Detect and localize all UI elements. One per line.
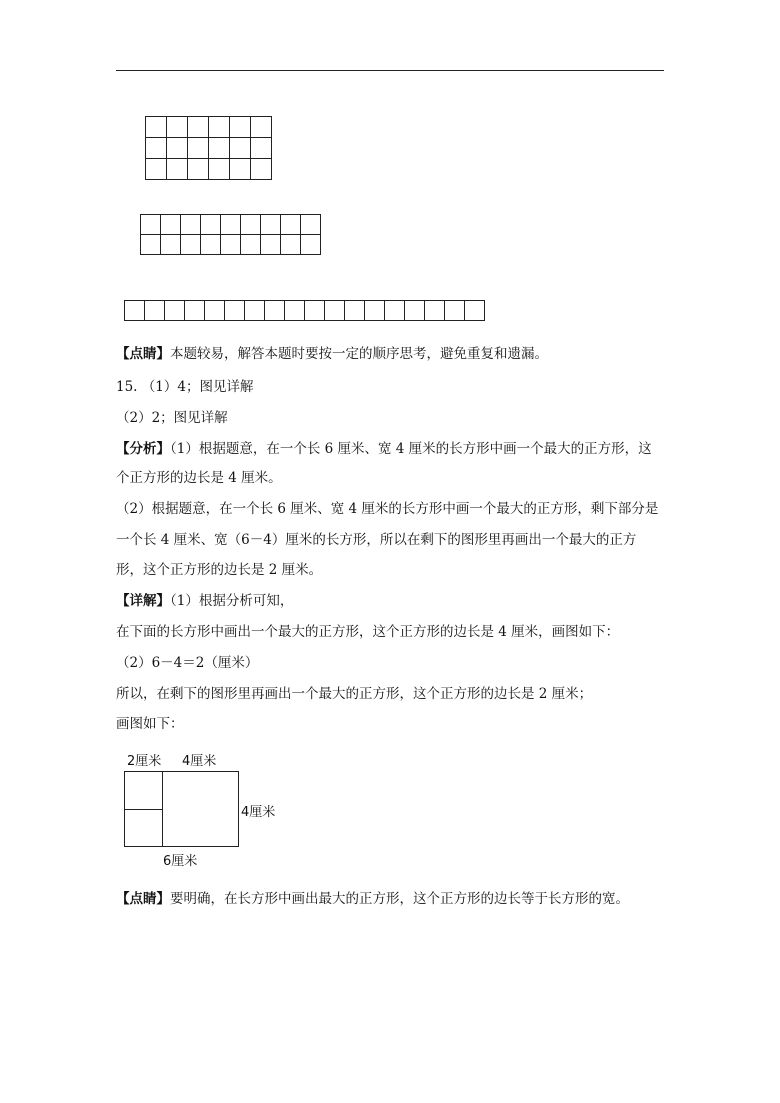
analysis-tag: 【分析】 xyxy=(116,441,170,457)
analysis-line-2: 个正方形的边长是 4 厘米。 xyxy=(116,470,282,486)
grid-cell xyxy=(365,301,385,321)
grid-cell xyxy=(285,301,305,321)
note-1-tag: 【点睛】 xyxy=(116,346,170,362)
grid-cell xyxy=(301,215,321,235)
note-2-text: 要明确，在长方形中画出最大的正方形，这个正方形的边长等于长方形的宽。 xyxy=(170,891,629,907)
detail-line-1 xyxy=(116,592,293,610)
note-1-text: 本题较易，解答本题时要按一定的顺序思考，避免重复和遗漏。 xyxy=(170,346,548,362)
grid-cell xyxy=(146,159,167,180)
grid-cell xyxy=(209,117,230,138)
grid-cell xyxy=(201,235,221,255)
grid-cell xyxy=(325,301,345,321)
grid-cell xyxy=(161,215,181,235)
detail-line-2: 在下面的长方形中画出一个最大的正方形，这个正方形的边长是 4 厘米，画图如下： xyxy=(116,624,620,640)
grid-cell xyxy=(301,235,321,255)
grid-cell xyxy=(146,117,167,138)
detail-line-5: 画图如下： xyxy=(116,716,184,732)
grid-cell xyxy=(265,301,285,321)
grid-cell xyxy=(251,159,272,180)
grid-cell xyxy=(261,215,281,235)
grid-cell xyxy=(221,235,241,255)
grid-2x9 xyxy=(140,214,321,255)
grid-cell xyxy=(241,215,261,235)
grid-cell xyxy=(261,235,281,255)
rectangle-drawing xyxy=(124,771,240,848)
grid-cell xyxy=(385,301,405,321)
grid-cell xyxy=(165,301,185,321)
analysis-line-4: 一个长 4 厘米、宽（6－4）厘米的长方形，所以在剩下的图形里再画出一个最大的正方 xyxy=(116,532,637,548)
grid-cell xyxy=(230,138,251,159)
analysis-line-1 xyxy=(116,440,652,458)
grid-cell xyxy=(245,301,265,321)
grid-cell xyxy=(425,301,445,321)
grid-cell xyxy=(230,159,251,180)
grid-cell xyxy=(209,159,230,180)
grid-1x18 xyxy=(124,300,485,321)
figure-label-4cm-right: 4厘米 xyxy=(241,805,276,820)
figure-label-2cm: 2厘米 xyxy=(127,754,162,769)
grid-cell xyxy=(209,138,230,159)
grid-cell xyxy=(141,215,161,235)
q15-answer-2: （2）2；图见详解 xyxy=(116,410,228,426)
grid-cell xyxy=(125,301,145,321)
grid-cell xyxy=(281,215,301,235)
q15-answer-1: 15. （1）4；图见详解 xyxy=(116,379,254,395)
grid-cell xyxy=(181,235,201,255)
figure-label-6cm: 6厘米 xyxy=(163,854,198,869)
grid-cell xyxy=(405,301,425,321)
grid-cell xyxy=(141,235,161,255)
note-1 xyxy=(116,345,548,363)
grid-cell xyxy=(445,301,465,321)
grid-cell xyxy=(230,117,251,138)
grid-cell xyxy=(146,138,167,159)
analysis-text-1: （1）根据题意，在一个长 6 厘米、宽 4 厘米的长方形中画一个最大的正方形，这 xyxy=(170,441,652,457)
grid-cell xyxy=(188,117,209,138)
grid-cell xyxy=(345,301,365,321)
header-rule xyxy=(116,70,664,71)
grid-cell xyxy=(201,215,221,235)
note-2 xyxy=(116,890,629,908)
detail-text-1: （1）根据分析可知， xyxy=(170,593,294,609)
detail-line-4: 所以，在剩下的图形里再画出一个最大的正方形，这个正方形的边长是 2 厘米； xyxy=(116,686,593,702)
grid-cell xyxy=(188,138,209,159)
note-2-tag: 【点睛】 xyxy=(116,891,170,907)
grid-cell xyxy=(181,215,201,235)
grid-cell xyxy=(205,301,225,321)
grid-cell xyxy=(465,301,485,321)
figure-label-4cm-top: 4厘米 xyxy=(182,754,217,769)
grid-cell xyxy=(251,117,272,138)
analysis-line-3: （2）根据题意，在一个长 6 厘米、宽 4 厘米的长方形中画一个最大的正方形，剩下部分是 xyxy=(116,501,659,517)
grid-cell xyxy=(167,159,188,180)
grid-cell xyxy=(241,235,261,255)
grid-cell xyxy=(167,138,188,159)
grid-cell xyxy=(188,159,209,180)
grid-cell xyxy=(221,215,241,235)
detail-line-3: （2）6－4＝2（厘米） xyxy=(116,655,259,671)
grid-cell xyxy=(251,138,272,159)
grid-cell xyxy=(145,301,165,321)
grid-cell xyxy=(161,235,181,255)
grid-cell xyxy=(167,117,188,138)
grid-cell xyxy=(225,301,245,321)
grid-cell xyxy=(281,235,301,255)
detail-tag: 【详解】 xyxy=(116,593,170,609)
grid-cell xyxy=(305,301,325,321)
grid-cell xyxy=(185,301,205,321)
analysis-line-5: 形，这个正方形的边长是 2 厘米。 xyxy=(116,562,323,578)
grid-3x6 xyxy=(145,116,272,180)
